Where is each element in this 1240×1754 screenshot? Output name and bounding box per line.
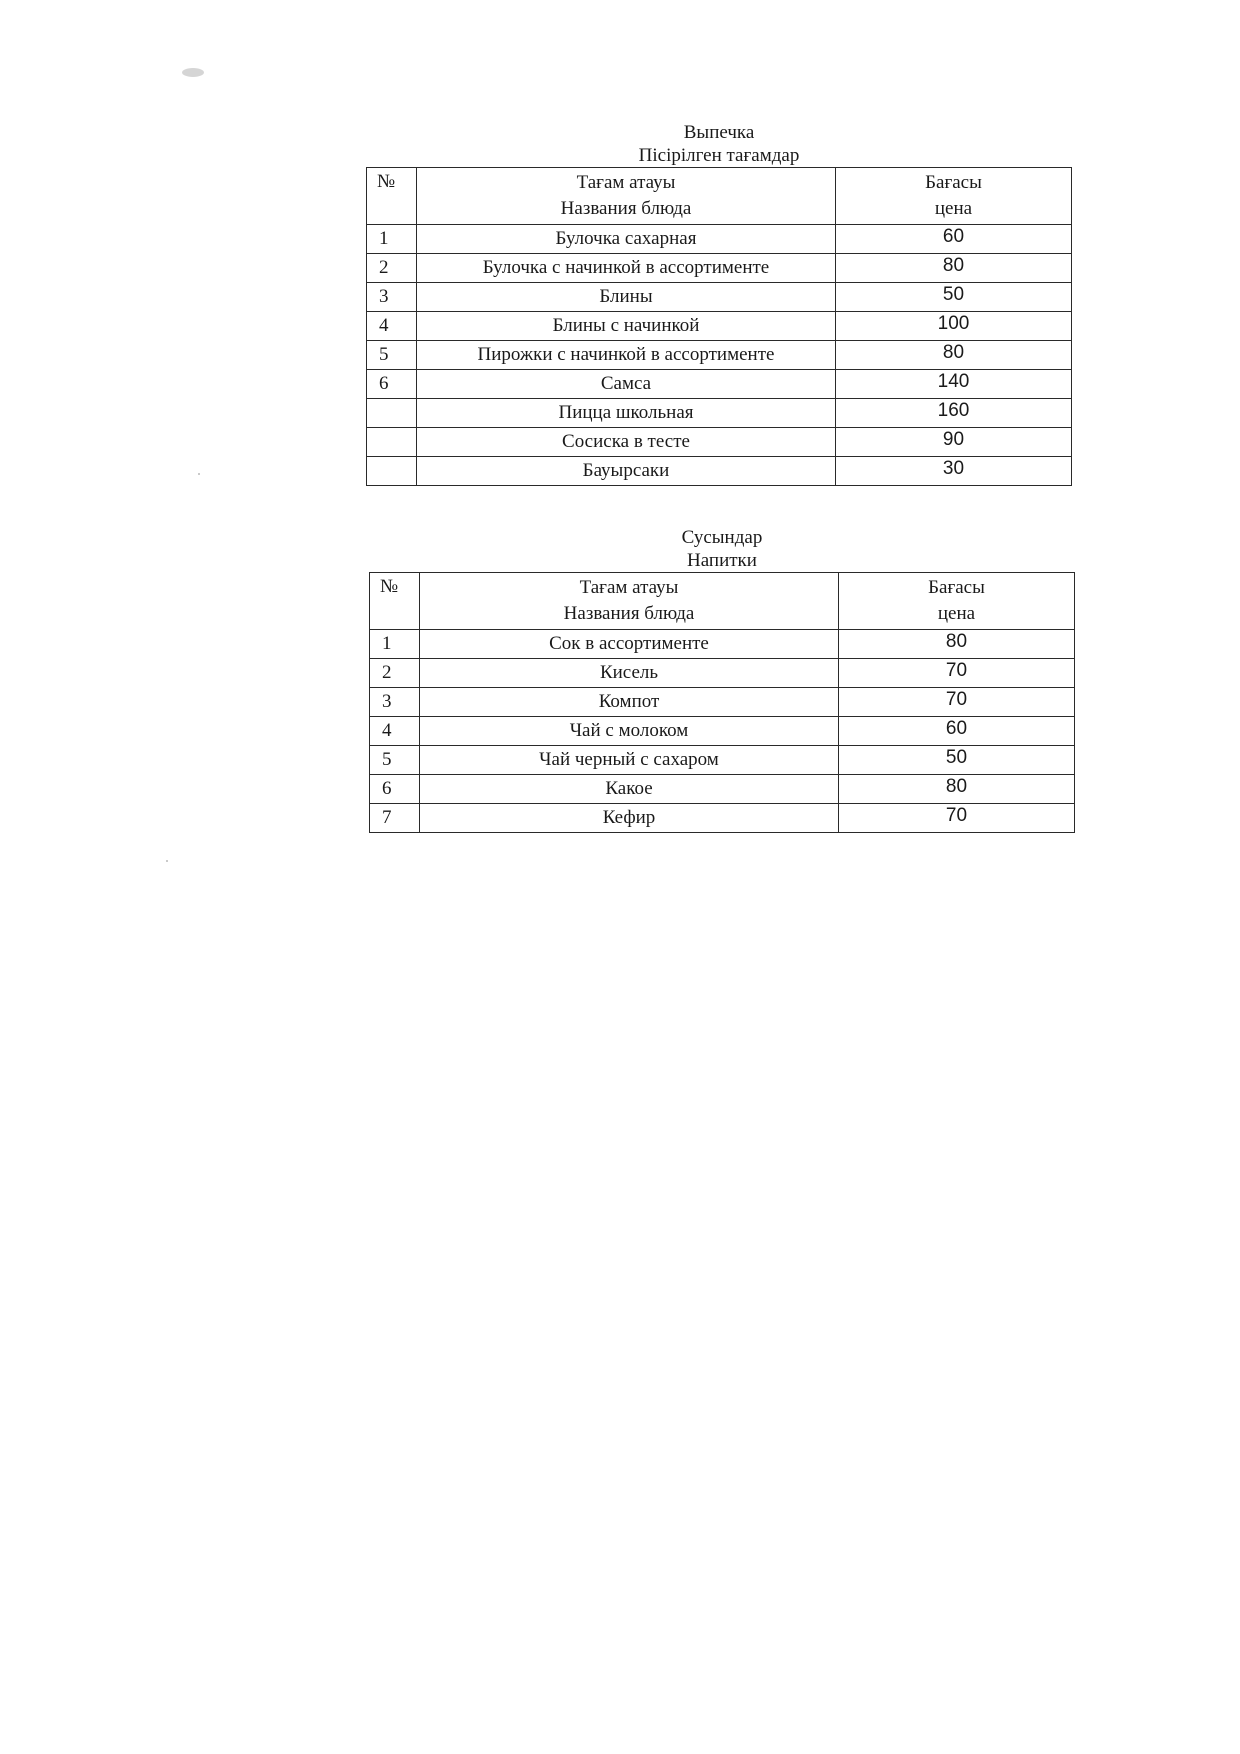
table-row <box>367 370 1072 399</box>
row-number: 1 <box>370 630 420 659</box>
table-row <box>367 283 1072 312</box>
pastry-title-kz: Пісірілген тағамдар <box>638 145 800 166</box>
header-name-ru: Названия блюда <box>560 198 692 219</box>
row-number: 5 <box>367 341 417 370</box>
row-dish-name: Булочка с начинкой в ассортименте <box>417 254 836 283</box>
pastry-table <box>366 167 1072 486</box>
table-row <box>367 341 1072 370</box>
row-price: 80 <box>839 630 1075 659</box>
row-number: 4 <box>367 312 417 341</box>
pastry-section <box>366 121 1072 486</box>
row-price: 140 <box>836 370 1072 399</box>
header-number: № <box>370 573 420 630</box>
header-number: № <box>367 168 417 225</box>
row-number: 2 <box>367 254 417 283</box>
row-number <box>367 428 417 457</box>
header-name-kz: Тағам атауы <box>579 577 679 598</box>
row-number: 3 <box>367 283 417 312</box>
row-price: 80 <box>836 254 1072 283</box>
row-dish-name: Кефир <box>420 804 839 833</box>
row-number: 4 <box>370 717 420 746</box>
row-number: 2 <box>370 659 420 688</box>
row-number: 3 <box>370 688 420 717</box>
row-dish-name: Бауырсаки <box>417 457 836 486</box>
row-dish-name: Блины <box>417 283 836 312</box>
table-row <box>370 688 1075 717</box>
table-row <box>367 225 1072 254</box>
drinks-section <box>369 526 1075 833</box>
table-row <box>370 804 1075 833</box>
row-dish-name: Компот <box>420 688 839 717</box>
row-number: 6 <box>367 370 417 399</box>
row-dish-name: Пицца школьная <box>417 399 836 428</box>
row-price: 90 <box>836 428 1072 457</box>
row-number: 1 <box>367 225 417 254</box>
row-dish-name: Чай с молоком <box>420 717 839 746</box>
row-dish-name: Самса <box>417 370 836 399</box>
row-price: 60 <box>839 717 1075 746</box>
header-price-ru: цена <box>937 603 976 624</box>
row-price: 70 <box>839 804 1075 833</box>
table-header-row <box>367 168 1072 225</box>
row-number: 5 <box>370 746 420 775</box>
table-row <box>367 254 1072 283</box>
row-price: 80 <box>839 775 1075 804</box>
header-price-kz: Бағасы <box>925 172 982 193</box>
row-dish-name: Какое <box>420 775 839 804</box>
row-price: 70 <box>839 659 1075 688</box>
scan-speck <box>198 473 200 475</box>
row-dish-name: Пирожки с начинкой в ассортименте <box>417 341 836 370</box>
row-dish-name: Сок в ассортименте <box>420 630 839 659</box>
row-price: 160 <box>836 399 1072 428</box>
drinks-table <box>369 572 1075 833</box>
table-row <box>367 399 1072 428</box>
header-price-ru: цена <box>934 198 973 219</box>
row-number: 6 <box>370 775 420 804</box>
row-dish-name: Кисель <box>420 659 839 688</box>
row-price: 70 <box>839 688 1075 717</box>
row-price: 50 <box>836 283 1072 312</box>
row-price: 60 <box>836 225 1072 254</box>
table-row <box>370 630 1075 659</box>
header-price <box>836 168 1072 225</box>
drinks-title-kz: Сусындар <box>681 527 763 548</box>
row-dish-name: Чай черный с сахаром <box>420 746 839 775</box>
row-price: 100 <box>836 312 1072 341</box>
row-number <box>367 457 417 486</box>
table-row <box>367 428 1072 457</box>
table-row <box>370 659 1075 688</box>
header-name-kz: Тағам атауы <box>576 172 676 193</box>
scan-speck <box>182 68 204 77</box>
table-row <box>370 746 1075 775</box>
row-number: 7 <box>370 804 420 833</box>
header-price <box>839 573 1075 630</box>
header-name-ru: Названия блюда <box>563 603 695 624</box>
scan-speck <box>166 860 168 862</box>
row-price: 30 <box>836 457 1072 486</box>
table-row <box>370 775 1075 804</box>
header-price-kz: Бағасы <box>928 577 985 598</box>
table-row <box>370 717 1075 746</box>
pastry-title-ru: Выпечка <box>683 122 755 143</box>
row-dish-name: Блины с начинкой <box>417 312 836 341</box>
table-row <box>367 312 1072 341</box>
drinks-title-ru: Напитки <box>687 550 757 571</box>
header-dish-name <box>420 573 839 630</box>
table-header-row <box>370 573 1075 630</box>
row-price: 80 <box>836 341 1072 370</box>
row-dish-name: Сосиска в тесте <box>417 428 836 457</box>
table-row <box>367 457 1072 486</box>
row-dish-name: Булочка сахарная <box>417 225 836 254</box>
row-number <box>367 399 417 428</box>
header-dish-name <box>417 168 836 225</box>
row-price: 50 <box>839 746 1075 775</box>
